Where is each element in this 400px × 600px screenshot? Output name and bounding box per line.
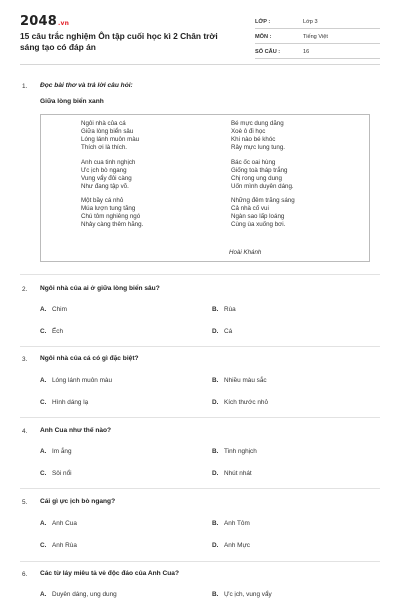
option-text: Anh Cua [52, 520, 77, 527]
answer-option[interactable] [212, 591, 272, 598]
poem-line: Bé mực dung dăng [231, 120, 284, 127]
question-instruction: Đọc bài thơ và trả lời câu hỏi: [40, 82, 133, 89]
meta-value: 16 [303, 49, 310, 55]
option-text: Duyên dáng, ung dung [52, 591, 117, 598]
option-text: Rùa [224, 306, 236, 313]
option-text: Nhiều màu sắc [224, 377, 267, 384]
site-logo[interactable] [20, 14, 69, 29]
option-letter: D. [212, 470, 219, 477]
document-title: 15 câu trắc nghiệm Ôn tập cuối học kì 2 Chân trời sáng tạo có đáp án [20, 31, 218, 52]
question-text: Ngôi nhà của ai ở giữa lòng biển sâu? [40, 285, 160, 292]
option-letter: C. [40, 328, 47, 335]
answer-option[interactable] [212, 306, 236, 313]
option-text: Ực ịch, vung vẩy [224, 591, 272, 598]
option-text: Hình dáng lạ [52, 399, 89, 406]
poem-line: Anh cua tinh nghịch [81, 158, 136, 166]
poem-line: Một bầy cá nhỏ [81, 197, 124, 204]
option-text: Im ắng [52, 448, 72, 455]
answer-option[interactable] [212, 399, 268, 406]
document-meta [255, 16, 380, 61]
question-separator [20, 274, 380, 275]
poem-author: Hoài Khánh [229, 249, 262, 256]
poem-line: Rây mực lung tung. [231, 144, 286, 151]
option-text: Anh Rùa [52, 542, 77, 549]
option-letter: B. [212, 377, 219, 384]
answer-option[interactable] [40, 306, 67, 313]
poem-box [40, 114, 370, 262]
meta-key: LỚP : [255, 19, 271, 25]
question-separator [20, 561, 380, 562]
poem-column-right [231, 120, 295, 229]
poem-line: Ngàn sao lấp loáng [231, 213, 285, 220]
meta-row-count [255, 46, 380, 59]
poem-line: Chú tôm nghiêng ngó [81, 213, 141, 220]
option-text: Lóng lánh muôn màu [52, 377, 113, 384]
question-text: Cái gì ực ịch bò ngang? [40, 498, 116, 505]
answer-option[interactable] [40, 448, 72, 455]
answer-option[interactable] [212, 377, 267, 384]
answer-option[interactable] [40, 591, 117, 598]
answer-option[interactable] [40, 520, 77, 527]
answer-option[interactable] [212, 470, 252, 477]
option-text: Nhút nhát [224, 470, 252, 477]
meta-row-grade [255, 16, 380, 29]
option-text: Chim [52, 306, 67, 313]
question-separator [20, 488, 380, 489]
answer-option[interactable] [212, 520, 250, 527]
poem-line: Ngôi nhà của cá [81, 120, 126, 127]
logo-main: 2048 [20, 14, 57, 29]
option-letter: C. [40, 542, 47, 549]
poem-line: Nhảy càng thêm hăng. [81, 221, 144, 228]
poem-line: Giữa lòng biển sâu [81, 128, 134, 135]
poem-line: Giống toà tháp trắng [231, 166, 288, 174]
answer-option[interactable] [40, 377, 112, 384]
poem-line: Lóng lánh muôn màu [81, 136, 140, 143]
option-text: Anh Tôm [224, 520, 250, 527]
option-letter: B. [212, 306, 219, 313]
option-letter: C. [40, 470, 47, 477]
poem-line: Chị rong ung dung [231, 174, 282, 182]
option-text: Tinh nghịch [224, 448, 257, 455]
question-number: 1. [22, 83, 28, 90]
poem-title: Giữa lòng biển xanh [40, 98, 104, 105]
option-letter: B. [212, 448, 219, 455]
question-separator [20, 346, 380, 347]
poem-line: Bác ốc oai hùng [231, 158, 276, 166]
question-number: 6. [22, 571, 28, 578]
option-letter: D. [212, 399, 219, 406]
option-letter: B. [212, 591, 219, 598]
poem-column-left [81, 120, 143, 229]
poem-line: Uốn mình duyên dáng. [231, 182, 294, 190]
meta-key: MÔN : [255, 34, 272, 40]
question-number: 2. [22, 286, 28, 293]
option-letter: A. [40, 448, 47, 455]
poem-line: Những đêm trăng sáng [231, 197, 295, 204]
question-number: 5. [22, 499, 28, 506]
answer-option[interactable] [212, 542, 250, 549]
question-separator [20, 417, 380, 418]
option-letter: B. [212, 520, 219, 527]
question-text: Ngôi nhà của cá có gì đặc biệt? [40, 355, 139, 362]
poem-line: Cùng ùa xuống bơi. [231, 221, 286, 228]
option-text: Ếch [52, 328, 64, 335]
answer-option[interactable] [40, 542, 77, 549]
option-letter: A. [40, 306, 47, 313]
logo-suffix: .vn [57, 20, 70, 27]
option-letter: D. [212, 328, 219, 335]
poem-line: Cả nhà cố vui [231, 205, 269, 212]
poem-line: Như đang tập võ. [81, 182, 129, 190]
option-letter: A. [40, 377, 47, 384]
answer-option[interactable] [40, 470, 72, 477]
option-letter: A. [40, 591, 47, 598]
meta-value: Lớp 3 [303, 19, 318, 25]
meta-row-subject [255, 31, 380, 44]
poem-line: Khi nào bé khóc [231, 136, 276, 143]
answer-option[interactable] [212, 448, 257, 455]
option-letter: A. [40, 520, 47, 527]
option-text: Cá [224, 328, 233, 335]
answer-option[interactable] [40, 399, 88, 406]
poem-line: Thích ơi là thích. [81, 144, 128, 151]
option-letter: C. [40, 399, 47, 406]
answer-option[interactable] [212, 328, 232, 335]
poem-line: Vung vẩy đôi càng [81, 174, 132, 182]
option-text: Anh Mực [224, 542, 250, 549]
poem-line: Ưc ịch bò ngang [81, 166, 127, 174]
question-number: 4. [22, 428, 28, 435]
poem-line: Xoè ô đi học [231, 128, 266, 135]
option-text: Sôi nổi [52, 470, 72, 477]
option-letter: D. [212, 542, 219, 549]
question-number: 3. [22, 356, 28, 363]
header-divider [20, 64, 380, 65]
question-text: Các từ láy miêu tả vẻ độc đáo của Anh Cua? [40, 570, 180, 577]
meta-value: Tiếng Việt [303, 34, 328, 40]
meta-key: SỐ CÂU : [255, 49, 281, 55]
answer-option[interactable] [40, 328, 63, 335]
question-text: Anh Cua như thế nào? [40, 427, 112, 434]
poem-line: Múa lượn tung tăng [81, 205, 136, 212]
option-text: Kích thước nhỏ [224, 399, 268, 406]
